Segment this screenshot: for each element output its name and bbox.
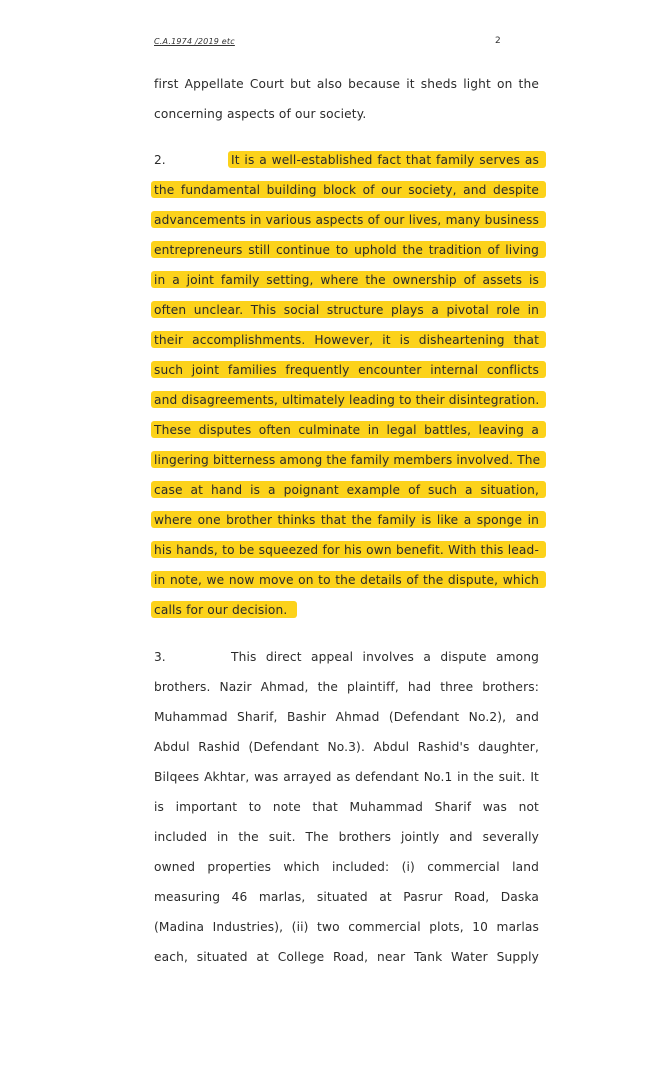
paragraph-2-line: the fundamental building block of our society, and despite	[154, 183, 539, 197]
paragraph-1-line: first Appellate Court but also because it sheds light on the	[154, 77, 539, 91]
case-reference: C.A.1974 /2019 etc	[154, 37, 235, 46]
paragraph-2-line: calls for our decision.	[154, 603, 288, 617]
paragraph-3-line: owned properties which included: (i) commercial land	[154, 860, 539, 874]
paragraph-3-line: Abdul Rashid (Defendant No.3). Abdul Rashid's daughter,	[154, 740, 539, 754]
paragraph-3-line: brothers. Nazir Ahmad, the plaintiff, had three brothers:	[154, 680, 539, 694]
paragraph-2-number: 2.	[154, 153, 166, 167]
paragraph-2-line: their accomplishments. However, it is disheartening that	[154, 333, 539, 347]
paragraph-3-line: measuring 46 marlas, situated at Pasrur Road, Daska	[154, 890, 539, 904]
paragraph-3-line: (Madina Industries), (ii) two commercial plots, 10 marlas	[154, 920, 539, 934]
paragraph-2-line: often unclear. This social structure plays a pivotal role in	[154, 303, 539, 317]
paragraph-3-line: is important to note that Muhammad Sharif was not	[154, 800, 539, 814]
paragraph-2-line: case at hand is a poignant example of such a situation,	[154, 483, 539, 497]
paragraph-3-line: This direct appeal involves a dispute among	[231, 650, 539, 664]
paragraph-2-line: entrepreneurs still continue to uphold the tradition of living	[154, 243, 539, 257]
paragraph-1-line: concerning aspects of our society.	[154, 107, 367, 121]
paragraph-2-line: his hands, to be squeezed for his own benefit. With this lead-	[154, 543, 539, 557]
paragraph-2-line: These disputes often culminate in legal battles, leaving a	[154, 423, 539, 437]
paragraph-2-line: It is a well-established fact that family serves as	[231, 153, 539, 167]
paragraph-3-line: included in the suit. The brothers jointly and severally	[154, 830, 539, 844]
paragraph-2-line: and disagreements, ultimately leading to their disintegration.	[154, 393, 540, 407]
paragraph-2-line: lingering bitterness among the family members involved. The	[154, 453, 541, 467]
paragraph-3-line: Muhammad Sharif, Bashir Ahmad (Defendant No.2), and	[154, 710, 539, 724]
paragraph-3-line: each, situated at College Road, near Tank Water Supply	[154, 950, 539, 964]
paragraph-2-line: such joint families frequently encounter internal conflicts	[154, 363, 539, 377]
paragraph-3-number: 3.	[154, 650, 166, 664]
paragraph-2-line: in a joint family setting, where the ownership of assets is	[154, 273, 539, 287]
paragraph-2-line: in note, we now move on to the details of the dispute, which	[154, 573, 539, 587]
paragraph-3-line: Bilqees Akhtar, was arrayed as defendant No.1 in the suit. It	[154, 770, 539, 784]
paragraph-2-line: where one brother thinks that the family is like a sponge in	[154, 513, 539, 527]
paragraph-2-line: advancements in various aspects of our lives, many business	[154, 213, 539, 227]
page-number: 2	[495, 36, 501, 46]
